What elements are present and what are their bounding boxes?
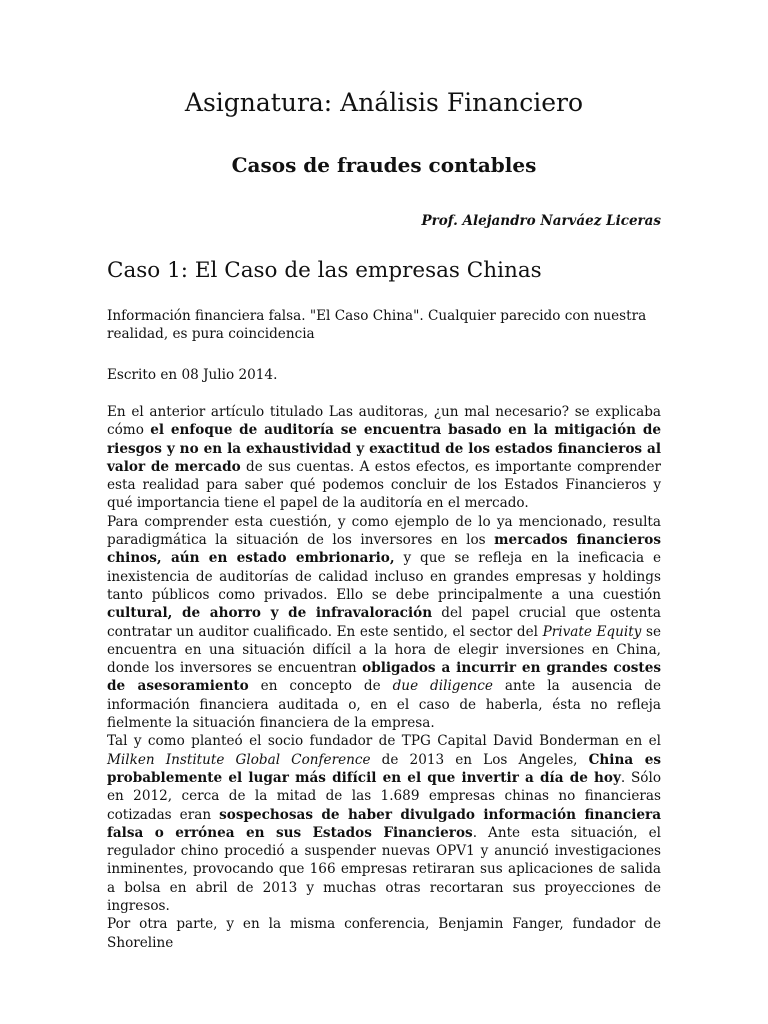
text-run: se encuentra en una situación difícil a la hora de elegir inversiones en China, donde los inversores se encuentran bbox=[107, 623, 661, 677]
case-title: Caso 1: El Caso de las empresas Chinas bbox=[107, 258, 542, 283]
text-run: ante la ausencia de información financiera auditada o, en el caso de haberla, ésta no refleja fielmente la situación financiera de la empresa. bbox=[107, 678, 661, 732]
paragraph-1 bbox=[107, 403, 661, 513]
text-run: . Sólo en 2012, cerca de la mitad de las 1.689 empresas chinas no financieras cotizadas eran bbox=[107, 769, 662, 823]
text-run: de sus cuentas. A estos efectos, es importante comprender esta realidad para saber qué podemos concluir de los Estados Financieros y qué importancia tiene el papel de la auditoría en el mercado. bbox=[107, 458, 661, 512]
text-run: Por otra parte, y en la misma conferencia, Benjamin Fanger, fundador de Shoreline bbox=[107, 916, 661, 951]
bold-run: obligados a incurrir en grandes costes de asesoramiento bbox=[107, 660, 661, 695]
text-run: de 2013 en Los Angeles, bbox=[370, 751, 589, 768]
paragraph-2 bbox=[107, 513, 661, 733]
bold-run: cultural, de ahorro y de infravaloración bbox=[107, 605, 433, 622]
bold-run: mercados financieros chinos, aún en estado embrionario, bbox=[107, 532, 661, 567]
bold-run: el enfoque de auditoría se encuentra basado en la mitigación de riesgos y no en la exhaustividad y exactitud de los estados financieros al valor de mercado bbox=[107, 422, 661, 475]
paragraph-3 bbox=[107, 732, 661, 915]
text-run: Para comprender esta cuestión, y como ejemplo de lo ya mencionado, resulta paradigmática la situación de los inversores en los bbox=[107, 513, 661, 549]
text-run: del papel crucial que ostenta contratar un auditor cualificado. En este sentido, el sector del bbox=[107, 605, 661, 640]
case-intro bbox=[107, 307, 661, 344]
bold-run: sospechosas de haber divulgado información financiera falsa o errónea en sus Estados Financieros bbox=[107, 806, 662, 841]
dateline bbox=[107, 366, 661, 384]
document-title: Asignatura: Análisis Financiero bbox=[184, 88, 584, 117]
italic-run: due diligence bbox=[392, 678, 493, 695]
intro-text: Información financiera falsa. "El Caso China". Cualquier parecido con nuestra realidad, es pura coincidencia bbox=[107, 308, 647, 343]
text-run: Tal y como planteó el socio fundador de TPG Capital David Bonderman en el bbox=[107, 733, 661, 750]
italic-run: Milken Institute Global Conference bbox=[107, 751, 371, 768]
document-subtitle: Casos de fraudes contables bbox=[231, 153, 537, 177]
italic-run: Private Equity bbox=[542, 623, 642, 640]
dateline-text: Escrito en 08 Julio 2014. bbox=[107, 367, 278, 383]
text-run: en concepto de bbox=[248, 678, 393, 695]
author-name: Prof. Alejandro Narváez Liceras bbox=[421, 213, 661, 229]
article-body bbox=[107, 403, 661, 952]
bold-run: China es probablemente el lugar más difícil en el que invertir a día de hoy bbox=[107, 751, 661, 786]
text-run: . Ante esta situación, el regulador chino procedió a suspender nuevas OPV1 y anunció investigaciones inminentes, provocando que 166 empresas retiraran sus aplicaciones de salida a bolsa en abril de 2013 y muchas otras recortaran sus proyecciones de ingresos. bbox=[107, 824, 661, 915]
text-run: y que se refleja en la ineficacia e inexistencia de auditorías de calidad incluso en grandes empresas y holdings tanto públicos como privados. Ello se debe principalmente a una cuestión bbox=[107, 550, 661, 603]
paragraph-4 bbox=[107, 915, 661, 952]
text-run: En el anterior artículo titulado Las auditoras, ¿un mal necesario? se explicaba cómo bbox=[107, 404, 661, 439]
